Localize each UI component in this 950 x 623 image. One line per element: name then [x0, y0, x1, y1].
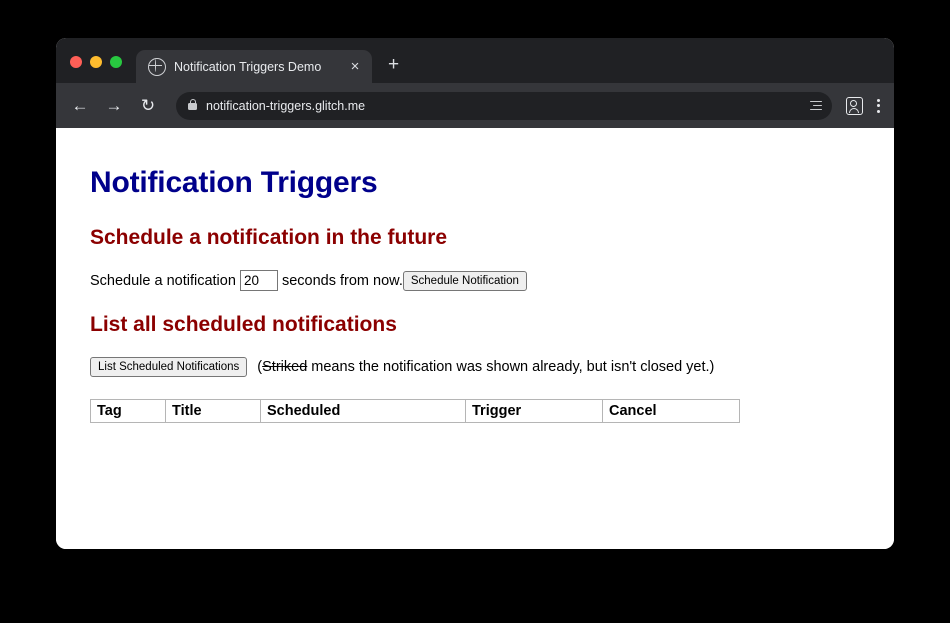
new-tab-button[interactable]: +	[388, 54, 400, 75]
note-strike-word: Striked	[262, 359, 308, 375]
column-header-title: Title	[166, 400, 261, 423]
kebab-menu-icon[interactable]	[877, 99, 880, 113]
column-header-tag: Tag	[91, 400, 166, 423]
profile-icon[interactable]	[846, 97, 863, 115]
schedule-row	[90, 270, 860, 291]
page-content	[56, 128, 894, 549]
close-icon[interactable]: ×	[350, 58, 360, 75]
minimize-window-button[interactable]	[90, 56, 102, 68]
list-section-heading: List all scheduled notifications	[90, 313, 397, 336]
list-menu-icon[interactable]	[810, 101, 822, 111]
tab-strip	[56, 38, 894, 83]
schedule-notification-button[interactable]: Schedule Notification	[403, 271, 527, 291]
list-scheduled-notifications-button[interactable]: List Scheduled Notifications	[90, 357, 247, 377]
url-text: notification-triggers.glitch.me	[206, 98, 366, 113]
reload-icon[interactable]: ↻	[140, 96, 156, 115]
schedule-suffix-text: seconds from now.	[277, 272, 403, 289]
notifications-table	[90, 399, 740, 423]
note-rest-text: means the notification was shown already, but isn't closed yet.)	[307, 359, 715, 375]
browser-toolbar	[56, 83, 894, 128]
tab-title: Notification Triggers Demo	[174, 59, 322, 74]
column-header-scheduled: Scheduled	[261, 400, 466, 423]
seconds-input[interactable]	[240, 270, 278, 291]
forward-icon[interactable]: →	[105, 96, 123, 115]
note-open-paren: (	[257, 359, 263, 375]
address-bar[interactable]	[176, 92, 832, 120]
browser-window	[56, 38, 894, 549]
close-window-button[interactable]	[70, 56, 82, 68]
strike-note	[257, 359, 714, 375]
window-controls	[70, 56, 122, 68]
back-icon[interactable]: ←	[71, 96, 89, 115]
column-header-trigger: Trigger	[466, 400, 603, 423]
lock-icon	[188, 103, 197, 110]
maximize-window-button[interactable]	[110, 56, 122, 68]
browser-tab[interactable]	[136, 50, 372, 83]
table-header-row	[91, 400, 740, 423]
schedule-prefix-text: Schedule a notification	[90, 272, 240, 289]
page-title: Notification Triggers	[90, 166, 378, 199]
globe-icon	[148, 58, 166, 76]
list-row	[90, 357, 860, 377]
column-header-cancel: Cancel	[603, 400, 740, 423]
schedule-section-heading: Schedule a notification in the future	[90, 226, 448, 249]
